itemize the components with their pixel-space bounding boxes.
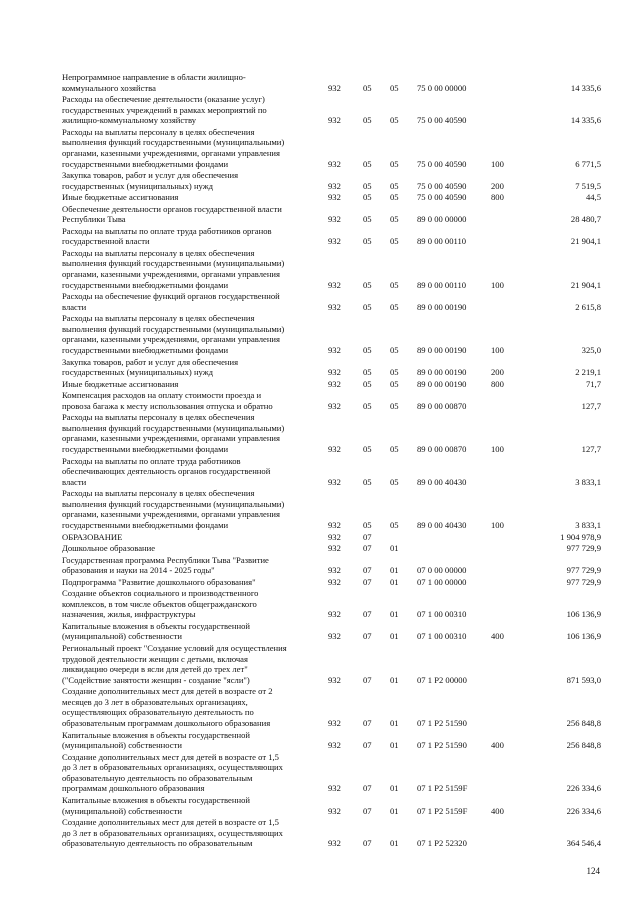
row-name-line: образовательную деятельность по образовательным <box>62 838 253 849</box>
ministry-code: 932 <box>328 543 341 554</box>
row-name-line: власти <box>62 476 87 487</box>
section-code: 07 <box>363 576 372 587</box>
row-name <box>62 313 324 355</box>
amount: 21 904,1 <box>570 236 601 247</box>
expense-type-code: 400 <box>491 740 504 751</box>
ministry-code: 932 <box>328 400 341 411</box>
subsection-code: 01 <box>390 718 399 729</box>
row-name <box>62 379 324 390</box>
table-row <box>0 817 640 849</box>
table-row <box>0 588 640 620</box>
row-name-line: Расходы на выплаты по оплате труда работников <box>62 455 241 466</box>
amount: 871 593,0 <box>566 674 601 685</box>
table-row <box>0 379 640 390</box>
amount: 256 848,8 <box>566 718 601 729</box>
amount: 106 136,9 <box>566 609 601 620</box>
amount: 325,0 <box>581 345 601 356</box>
amount: 106 136,9 <box>566 631 601 642</box>
row-name-line: Непрограммное направление в области жилищно- <box>62 72 246 82</box>
table-row <box>0 226 640 247</box>
row-name-line: государственных (муниципальных) нужд <box>62 367 214 378</box>
amount: 977 729,9 <box>566 543 601 554</box>
target-article-code: 07 1 P2 51590 <box>417 740 467 751</box>
row-name-line: ("Содействие занятости женщин - создание "ясли") <box>62 674 250 685</box>
table-row <box>0 577 640 588</box>
row-name <box>62 621 324 642</box>
ministry-code: 932 <box>328 236 341 247</box>
ministry-code: 932 <box>328 531 341 542</box>
expense-type-code: 100 <box>491 158 504 169</box>
section-code: 07 <box>363 631 372 642</box>
row-name-line: осуществляющих образовательную деятельность по <box>62 707 254 718</box>
row-name <box>62 588 324 620</box>
row-name-line: Расходы на выплаты персоналу в целях обеспечения <box>62 313 255 324</box>
table-row <box>0 532 640 543</box>
subsection-code: 05 <box>390 214 399 225</box>
target-article-code: 07 1 00 00310 <box>417 609 467 620</box>
target-article-code: 07 1 P2 5159F <box>417 805 468 816</box>
target-article-code: 07 0 00 00000 <box>417 565 467 576</box>
amount: 2 615,8 <box>575 301 601 312</box>
row-name <box>62 72 324 93</box>
row-name <box>62 532 324 543</box>
row-name-line: органами, казенными учреждениями, органами управления <box>62 147 280 158</box>
row-name-line: органами, казенными учреждениями, органами управления <box>62 269 280 280</box>
ministry-code: 932 <box>328 609 341 620</box>
table-row <box>0 204 640 225</box>
amount: 21 904,1 <box>570 279 601 290</box>
expense-type-code: 800 <box>491 192 504 203</box>
expense-type-code: 400 <box>491 631 504 642</box>
target-article-code: 89 0 00 40430 <box>417 520 467 531</box>
target-article-code: 75 0 00 00000 <box>417 82 467 93</box>
row-name <box>62 795 324 816</box>
row-name <box>62 291 324 312</box>
row-name-line: коммунального хозяйства <box>62 82 156 93</box>
section-code: 05 <box>363 279 372 290</box>
row-name <box>62 192 324 203</box>
subsection-code: 01 <box>390 543 399 554</box>
row-name-line: власти <box>62 301 87 312</box>
table-row <box>0 412 640 454</box>
row-name-line: до 3 лет в образовательных организациях, осуществляющих <box>62 827 283 838</box>
section-code: 07 <box>363 783 372 794</box>
row-name <box>62 543 324 554</box>
row-name-line: Капитальные вложения в объекты государственной <box>62 795 250 805</box>
ministry-code: 932 <box>328 838 341 849</box>
section-code: 07 <box>363 674 372 685</box>
row-name-line: Создание дополнительных мест для детей в возрасте от 1,5 <box>62 751 279 762</box>
ministry-code: 932 <box>328 180 341 191</box>
subsection-code: 05 <box>390 400 399 411</box>
row-name-line: Расходы на выплаты персоналу в целях обеспечения <box>62 247 255 258</box>
amount: 3 833,1 <box>575 476 601 487</box>
row-name-line: выполнения функций государственными (муниципальными) <box>62 323 285 334</box>
row-name-line: Капитальные вложения в объекты государственной <box>62 620 250 631</box>
row-name-line: Расходы на выплаты персоналу в целях обеспечения <box>62 488 255 499</box>
target-article-code: 07 1 P2 52320 <box>417 838 467 849</box>
row-name-line: образовательным программам дошкольного образования <box>62 718 271 729</box>
table-row <box>0 72 640 93</box>
section-code: 05 <box>363 345 372 356</box>
row-name-line: Закупка товаров, работ и услуг для обеспечения <box>62 356 239 367</box>
ministry-code: 932 <box>328 718 341 729</box>
row-name-line: Региональный проект "Создание условий для осуществления <box>62 643 287 653</box>
row-name-line: ликвидацию очереди в ясли для детей до трех лет" <box>62 664 248 675</box>
table-row <box>0 248 640 290</box>
row-name-line: обеспечивающих деятельность органов государственной <box>62 466 271 477</box>
target-article-code: 75 0 00 40590 <box>417 192 467 203</box>
amount: 1 904 978,9 <box>560 531 601 542</box>
row-name-line: Закупка товаров, работ и услуг для обеспечения <box>62 170 239 181</box>
table-row <box>0 170 640 191</box>
table-row <box>0 390 640 411</box>
row-name <box>62 357 324 378</box>
table-row <box>0 621 640 642</box>
row-name-line: выполнения функций государственными (муниципальными) <box>62 498 285 509</box>
row-name-line: органами, казенными учреждениями, органами управления <box>62 433 280 444</box>
section-code: 07 <box>363 565 372 576</box>
row-name <box>62 686 324 728</box>
row-name <box>62 730 324 751</box>
amount: 14 335,6 <box>570 82 601 93</box>
row-name <box>62 555 324 576</box>
subsection-code: 01 <box>390 740 399 751</box>
amount: 364 546,4 <box>566 838 601 849</box>
table-row <box>0 730 640 751</box>
target-article-code: 75 0 00 40590 <box>417 180 467 191</box>
row-name <box>62 94 324 126</box>
row-name <box>62 170 324 191</box>
row-name-line: назначения, жилья, инфраструктуры <box>62 609 196 620</box>
subsection-code: 01 <box>390 576 399 587</box>
row-name-line: Расходы на выплаты персоналу в целях обеспечения <box>62 412 255 423</box>
section-code: 07 <box>363 531 372 542</box>
ministry-code: 932 <box>328 115 341 126</box>
row-name-line: государственными внебюджетными фондами <box>62 279 229 290</box>
section-code: 05 <box>363 520 372 531</box>
expense-type-code: 100 <box>491 444 504 455</box>
row-name-line: государственной власти <box>62 236 150 247</box>
row-name-line: (муниципальной) собственности <box>62 740 182 751</box>
target-article-code: 89 0 00 00000 <box>417 214 467 225</box>
table-row <box>0 127 640 169</box>
subsection-code: 05 <box>390 444 399 455</box>
expense-type-code: 100 <box>491 345 504 356</box>
target-article-code: 75 0 00 40590 <box>417 158 467 169</box>
row-name-line: органами, казенными учреждениями, органами управления <box>62 509 280 520</box>
row-name-line: Дошкольное образование <box>62 543 156 554</box>
row-name <box>62 127 324 169</box>
target-article-code: 07 1 00 00310 <box>417 631 467 642</box>
subsection-code: 05 <box>390 236 399 247</box>
ministry-code: 932 <box>328 345 341 356</box>
row-name-line: выполнения функций государственными (муниципальными) <box>62 258 285 269</box>
subsection-code: 05 <box>390 301 399 312</box>
ministry-code: 932 <box>328 674 341 685</box>
section-code: 07 <box>363 740 372 751</box>
section-code: 05 <box>363 180 372 191</box>
row-name-line: Расходы на обеспечение деятельности (оказание услуг) <box>62 94 265 105</box>
table-row <box>0 643 640 685</box>
row-name-line: государственных учреждений в рамках мероприятий по <box>62 104 267 115</box>
row-name-line: органами, казенными учреждениями, органами управления <box>62 334 280 345</box>
row-name-line: ОБРАЗОВАНИЕ <box>62 531 123 542</box>
table-row <box>0 555 640 576</box>
row-name-line: образовательную деятельность по образовательным <box>62 772 253 783</box>
subsection-code: 05 <box>390 115 399 126</box>
target-article-code: 89 0 00 00190 <box>417 367 467 378</box>
section-code: 07 <box>363 718 372 729</box>
row-name-line: Республики Тыва <box>62 214 126 225</box>
ministry-code: 932 <box>328 301 341 312</box>
ministry-code: 932 <box>328 279 341 290</box>
table-row <box>0 686 640 728</box>
subsection-code: 05 <box>390 367 399 378</box>
row-name-line: государственными внебюджетными фондами <box>62 444 229 455</box>
row-name-line: выполнения функций государственными (муниципальными) <box>62 137 285 148</box>
row-name-line: месяцев до 3 лет в образовательных организациях, <box>62 696 248 707</box>
table-row <box>0 488 640 530</box>
amount: 977 729,9 <box>566 565 601 576</box>
section-code: 05 <box>363 301 372 312</box>
target-article-code: 89 0 00 00110 <box>417 279 467 290</box>
amount: 6 771,5 <box>575 158 601 169</box>
amount: 226 334,6 <box>566 783 601 794</box>
target-article-code: 07 1 00 00000 <box>417 576 467 587</box>
subsection-code: 05 <box>390 279 399 290</box>
row-name-line: образования и науки на 2014 - 2025 годы" <box>62 565 215 576</box>
subsection-code: 01 <box>390 805 399 816</box>
expense-type-code: 200 <box>491 367 504 378</box>
row-name-line: Расходы на выплаты персоналу в целях обеспечения <box>62 126 255 137</box>
row-name-line: государственными внебюджетными фондами <box>62 520 229 531</box>
row-name-line: выполнения функций государственными (муниципальными) <box>62 422 285 433</box>
section-code: 05 <box>363 192 372 203</box>
row-name-line: комплексов, в том числе объектов общегражданского <box>62 598 257 609</box>
subsection-code: 05 <box>390 82 399 93</box>
row-name-line: Создание объектов социального и производственного <box>62 588 259 599</box>
row-name-line: Обеспечение деятельности органов государственной власти <box>62 203 282 214</box>
ministry-code: 932 <box>328 192 341 203</box>
ministry-code: 932 <box>328 367 341 378</box>
target-article-code: 07 1 P2 51590 <box>417 718 467 729</box>
subsection-code: 01 <box>390 674 399 685</box>
row-name-line: трудовой деятельности женщин с детьми, включая <box>62 653 248 664</box>
row-name <box>62 643 324 685</box>
row-name <box>62 390 324 411</box>
table-row <box>0 94 640 126</box>
section-code: 05 <box>363 158 372 169</box>
row-name <box>62 248 324 290</box>
ministry-code: 932 <box>328 576 341 587</box>
amount: 71,7 <box>585 378 601 389</box>
section-code: 05 <box>363 236 372 247</box>
section-code: 05 <box>363 82 372 93</box>
section-code: 05 <box>363 378 372 389</box>
section-code: 07 <box>363 838 372 849</box>
target-article-code: 89 0 00 00190 <box>417 378 467 389</box>
row-name <box>62 577 324 588</box>
subsection-code: 01 <box>390 783 399 794</box>
ministry-code: 932 <box>328 444 341 455</box>
table-row <box>0 313 640 355</box>
subsection-code: 05 <box>390 158 399 169</box>
row-name-line: Государственная программа Республики Тыва "Развитие <box>62 554 269 565</box>
table-row <box>0 752 640 794</box>
target-article-code: 89 0 00 00190 <box>417 345 467 356</box>
subsection-code: 05 <box>390 378 399 389</box>
row-name <box>62 752 324 794</box>
row-name-line: государственных (муниципальных) нужд <box>62 180 214 191</box>
ministry-code: 932 <box>328 214 341 225</box>
ministry-code: 932 <box>328 740 341 751</box>
amount: 14 335,6 <box>570 115 601 126</box>
amount: 256 848,8 <box>566 740 601 751</box>
subsection-code: 01 <box>390 631 399 642</box>
section-code: 07 <box>363 609 372 620</box>
subsection-code: 05 <box>390 192 399 203</box>
row-name-line: провоза багажа к месту использования отпуска и обратно <box>62 400 273 411</box>
ministry-code: 932 <box>328 476 341 487</box>
target-article-code: 75 0 00 40590 <box>417 115 467 126</box>
section-code: 05 <box>363 115 372 126</box>
table-row <box>0 291 640 312</box>
subsection-code: 01 <box>390 838 399 849</box>
ministry-code: 932 <box>328 783 341 794</box>
page-number: 124 <box>586 866 600 876</box>
row-name-line: Капитальные вложения в объекты государственной <box>62 729 250 740</box>
subsection-code: 05 <box>390 345 399 356</box>
row-name-line: Компенсация расходов на оплату стоимости проезда и <box>62 390 262 401</box>
row-name-line: Иные бюджетные ассигнования <box>62 378 179 389</box>
expense-type-code: 200 <box>491 180 504 191</box>
ministry-code: 932 <box>328 520 341 531</box>
section-code: 05 <box>363 367 372 378</box>
section-code: 05 <box>363 400 372 411</box>
ministry-code: 932 <box>328 158 341 169</box>
subsection-code: 01 <box>390 609 399 620</box>
row-name-line: государственными внебюджетными фондами <box>62 158 229 169</box>
ministry-code: 932 <box>328 805 341 816</box>
table-row <box>0 543 640 554</box>
row-name-line: Создание дополнительных мест для детей в возрасте от 1,5 <box>62 817 279 828</box>
row-name-line: Создание дополнительных мест для детей в возрасте от 2 <box>62 686 273 697</box>
amount: 28 480,7 <box>570 214 601 225</box>
row-name <box>62 226 324 247</box>
expense-type-code: 800 <box>491 378 504 389</box>
row-name <box>62 412 324 454</box>
section-code: 05 <box>363 444 372 455</box>
expense-type-code: 100 <box>491 279 504 290</box>
row-name-line: Иные бюджетные ассигнования <box>62 192 179 203</box>
expense-type-code: 100 <box>491 520 504 531</box>
amount: 127,7 <box>581 400 601 411</box>
expense-type-code: 400 <box>491 805 504 816</box>
amount: 2 219,1 <box>575 367 601 378</box>
amount: 226 334,6 <box>566 805 601 816</box>
row-name-line: государственными внебюджетными фондами <box>62 345 229 356</box>
ministry-code: 932 <box>328 82 341 93</box>
row-name-line: (муниципальной) собственности <box>62 631 182 642</box>
ministry-code: 932 <box>328 565 341 576</box>
row-name-line: Расходы на выплаты по оплате труда работников органов <box>62 225 272 236</box>
target-article-code: 89 0 00 00110 <box>417 236 467 247</box>
target-article-code: 89 0 00 00870 <box>417 400 467 411</box>
target-article-code: 89 0 00 00870 <box>417 444 467 455</box>
amount: 7 519,5 <box>575 180 601 191</box>
target-article-code: 07 1 P2 00000 <box>417 674 467 685</box>
table-row <box>0 456 640 488</box>
ministry-code: 932 <box>328 631 341 642</box>
section-code: 05 <box>363 214 372 225</box>
section-code: 07 <box>363 543 372 554</box>
subsection-code: 05 <box>390 520 399 531</box>
row-name <box>62 488 324 530</box>
row-name-line: Подпрограмма "Развитие дошкольного образования" <box>62 576 256 587</box>
section-code: 07 <box>363 805 372 816</box>
table-row <box>0 357 640 378</box>
row-name-line: (муниципальной) собственности <box>62 805 182 816</box>
amount: 44,5 <box>585 192 601 203</box>
row-name <box>62 456 324 488</box>
subsection-code: 05 <box>390 180 399 191</box>
row-name <box>62 817 324 849</box>
section-code: 05 <box>363 476 372 487</box>
subsection-code: 05 <box>390 476 399 487</box>
ministry-code: 932 <box>328 378 341 389</box>
target-article-code: 89 0 00 40430 <box>417 476 467 487</box>
amount: 3 833,1 <box>575 520 601 531</box>
row-name <box>62 204 324 225</box>
amount: 127,7 <box>581 444 601 455</box>
row-name-line: до 3 лет в образовательных организациях, осуществляющих <box>62 762 283 773</box>
subsection-code: 01 <box>390 565 399 576</box>
row-name-line: Расходы на обеспечение функций органов государственной <box>62 291 280 302</box>
amount: 977 729,9 <box>566 576 601 587</box>
table-row <box>0 192 640 203</box>
target-article-code: 89 0 00 00190 <box>417 301 467 312</box>
table-row <box>0 795 640 816</box>
target-article-code: 07 1 P2 5159F <box>417 783 468 794</box>
row-name-line: программам дошкольного образования <box>62 783 205 794</box>
row-name-line: жилищно-коммунальному хозяйству <box>62 115 196 126</box>
